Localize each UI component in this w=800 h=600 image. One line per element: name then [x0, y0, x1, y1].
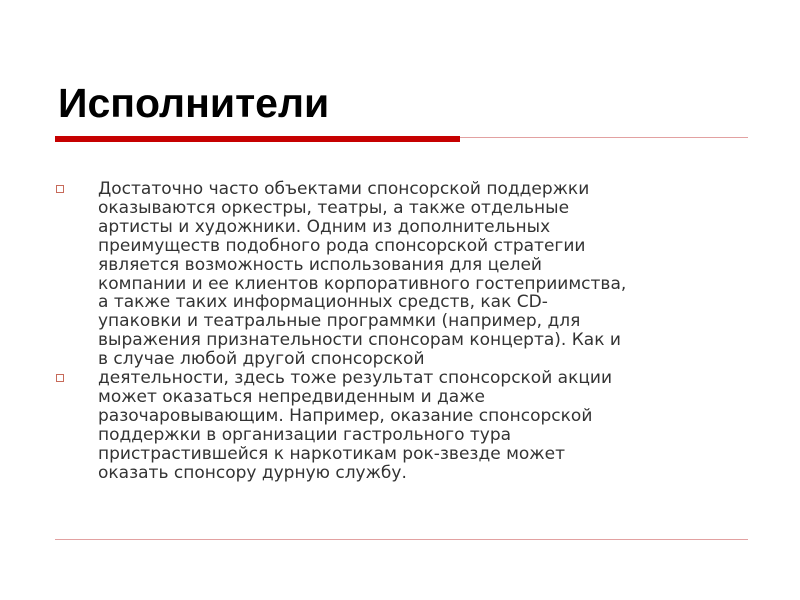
slide-title: Исполнители: [58, 80, 330, 126]
bullet-text: деятельности, здесь тоже результат спонсорской акции может оказаться непредвиденным и даже разочаровывающим. Например, оказание спонсорской поддержки в организации гастрольного тура пристрастившейся к наркотикам рок-звезде может оказать спонсору дурную службу.: [98, 368, 613, 483]
square-bullet-icon: [56, 374, 64, 382]
square-bullet-icon: [56, 185, 64, 193]
bullet-text: Достаточно часто объектами спонсорской поддержки оказываются оркестры, театры, а также отдельные артисты и художники. Одним из дополнительных преимуществ подобного рода спонсорской стратегии является возможность использования для целей компании и ее клиентов корпоративного гостеприимства, а также таких информационных средств, как CD- упаковки и театральные программки (например, для выражения признательности спонсорам концерта). Как и в случае любой другой спонсорской: [98, 179, 627, 370]
footer-divider: [55, 539, 748, 540]
bullet-item-2: [56, 369, 756, 482]
bullet-item-1: [56, 180, 756, 369]
title-divider-accent: [55, 136, 460, 142]
bullet-list: [56, 180, 756, 483]
